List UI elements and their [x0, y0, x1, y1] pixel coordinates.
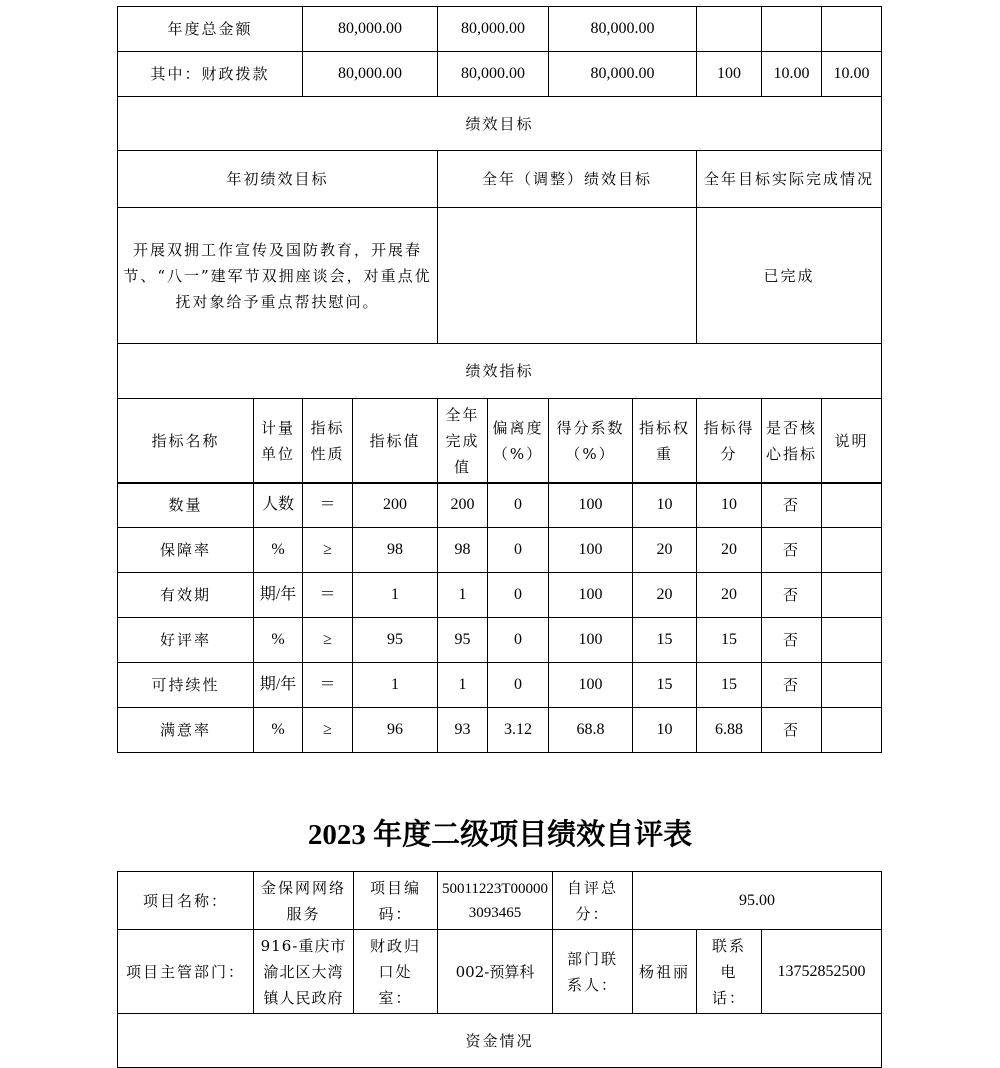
- dept-label: 项目主管部门：: [117, 929, 254, 1014]
- indicator-cell-score: 15: [696, 662, 762, 708]
- indicator-header-name: 指标名称: [117, 398, 254, 484]
- indicator-cell-name: 满意率: [117, 707, 254, 753]
- funding-fiscal-v2: 80,000.00: [437, 51, 549, 97]
- indicator-cell-weight: 10: [632, 707, 697, 753]
- project-name: 金保网网络服务: [253, 871, 354, 930]
- indicator-cell-name: 有效期: [117, 572, 254, 618]
- project-name-label: 项目名称：: [117, 871, 254, 930]
- indicator-header-core: 是否核心指标: [761, 398, 822, 484]
- goals-initial-text: 开展双拥工作宣传及国防教育，开展春节、“八一”建军节双拥座谈会，对重点优抚对象给予重点帮扶慰问。: [117, 207, 438, 344]
- indicator-cell-deviation: 0: [487, 617, 549, 663]
- indicator-cell-weight: 20: [632, 527, 697, 573]
- indicator-cell-note: [821, 527, 882, 573]
- indicator-cell-coef: 100: [548, 617, 633, 663]
- indicator-cell-score: 20: [696, 572, 762, 618]
- finance-label: 财政归口处室：: [353, 929, 438, 1014]
- phone-value: 13752852500: [761, 929, 882, 1014]
- indicator-cell-note: [821, 662, 882, 708]
- goals-actual-text: 已完成: [696, 207, 882, 344]
- indicator-cell-core: 否: [761, 482, 822, 528]
- form-title: 2023 年度二级项目绩效自评表: [307, 819, 693, 851]
- indicator-cell-coef: 100: [548, 572, 633, 618]
- funding-total-v5: [761, 6, 822, 52]
- indicator-header-target: 指标值: [352, 398, 438, 484]
- indicator-cell-core: 否: [761, 617, 822, 663]
- indicator-cell-nature: ≥: [302, 527, 353, 573]
- indicator-cell-note: [821, 482, 882, 528]
- indicator-cell-unit: 人数: [253, 482, 303, 528]
- indicator-cell-coef: 100: [548, 482, 633, 528]
- goals-col-adjusted: 全年（调整）绩效目标: [437, 150, 697, 208]
- funding-fiscal-v3: 80,000.00: [548, 51, 697, 97]
- indicator-cell-unit: 期/年: [253, 662, 303, 708]
- indicator-cell-name: 好评率: [117, 617, 254, 663]
- indicator-cell-target: 1: [352, 572, 438, 618]
- project-code-label: 项目编码：: [353, 871, 438, 930]
- indicator-header-unit: 计量单位: [253, 398, 303, 484]
- indicator-cell-score: 10: [696, 482, 762, 528]
- contact-label: 部门联系人：: [552, 929, 633, 1014]
- indicator-cell-note: [821, 617, 882, 663]
- indicator-cell-nature: ＝: [302, 482, 353, 528]
- indicator-cell-weight: 15: [632, 617, 697, 663]
- funds-section-title: 资金情况: [117, 1013, 882, 1068]
- indicator-cell-nature: ≥: [302, 707, 353, 753]
- indicator-cell-name: 可持续性: [117, 662, 254, 708]
- indicator-header-actual: 全年完成值: [437, 398, 488, 484]
- indicator-cell-weight: 20: [632, 572, 697, 618]
- indicator-cell-unit: %: [253, 617, 303, 663]
- indicator-cell-nature: ＝: [302, 662, 353, 708]
- indicator-cell-core: 否: [761, 662, 822, 708]
- indicator-cell-note: [821, 707, 882, 753]
- funding-fiscal-v4: 100: [696, 51, 762, 97]
- indicator-header-coef: 得分系数（%）: [548, 398, 633, 484]
- funding-label-total: 年度总金额: [117, 6, 303, 52]
- indicator-cell-deviation: 0: [487, 662, 549, 708]
- indicator-cell-actual: 93: [437, 707, 488, 753]
- indicator-cell-actual: 1: [437, 572, 488, 618]
- indicator-cell-unit: 期/年: [253, 572, 303, 618]
- contact-value: 杨祖丽: [632, 929, 697, 1014]
- indicator-cell-deviation: 0: [487, 572, 549, 618]
- indicator-cell-target: 200: [352, 482, 438, 528]
- funding-total-v1: 80,000.00: [302, 6, 438, 52]
- project-code: 50011223T000003093465: [437, 871, 553, 930]
- indicator-cell-target: 98: [352, 527, 438, 573]
- indicator-cell-core: 否: [761, 572, 822, 618]
- indicator-header-nature: 指标性质: [302, 398, 353, 484]
- goals-section-title: 绩效目标: [117, 96, 882, 151]
- indicator-cell-actual: 1: [437, 662, 488, 708]
- indicator-cell-actual: 98: [437, 527, 488, 573]
- indicator-cell-coef: 100: [548, 527, 633, 573]
- indicator-cell-core: 否: [761, 527, 822, 573]
- funding-total-v3: 80,000.00: [548, 6, 697, 52]
- indicator-cell-actual: 200: [437, 482, 488, 528]
- funding-fiscal-v6: 10.00: [821, 51, 882, 97]
- indicator-cell-coef: 68.8: [548, 707, 633, 753]
- phone-label: 联系电话：: [696, 929, 762, 1014]
- indicator-cell-target: 95: [352, 617, 438, 663]
- indicator-cell-weight: 15: [632, 662, 697, 708]
- indicators-section-title: 绩效指标: [117, 343, 882, 399]
- indicator-cell-score: 15: [696, 617, 762, 663]
- indicator-cell-actual: 95: [437, 617, 488, 663]
- funding-total-v6: [821, 6, 882, 52]
- indicator-cell-deviation: 3.12: [487, 707, 549, 753]
- indicator-header-note: 说明: [821, 398, 882, 484]
- indicator-cell-nature: ＝: [302, 572, 353, 618]
- indicator-cell-coef: 100: [548, 662, 633, 708]
- funding-total-v4: [696, 6, 762, 52]
- goals-col-actual: 全年目标实际完成情况: [696, 150, 882, 208]
- indicator-cell-name: 保障率: [117, 527, 254, 573]
- dept-value: 916-重庆市渝北区大湾镇人民政府: [253, 929, 354, 1014]
- indicator-cell-target: 1: [352, 662, 438, 708]
- funding-total-v2: 80,000.00: [437, 6, 549, 52]
- indicator-cell-target: 96: [352, 707, 438, 753]
- indicator-cell-nature: ≥: [302, 617, 353, 663]
- indicator-cell-name: 数量: [117, 482, 254, 528]
- score-value: 95.00: [632, 871, 882, 930]
- indicator-header-deviation: 偏离度（%）: [487, 398, 549, 484]
- indicator-cell-unit: %: [253, 707, 303, 753]
- finance-value: 002-预算科: [437, 929, 553, 1014]
- goals-col-initial: 年初绩效目标: [117, 150, 438, 208]
- indicator-header-weight: 指标权重: [632, 398, 697, 484]
- funding-fiscal-v5: 10.00: [761, 51, 822, 97]
- indicator-cell-deviation: 0: [487, 527, 549, 573]
- indicator-cell-weight: 10: [632, 482, 697, 528]
- funding-fiscal-v1: 80,000.00: [302, 51, 438, 97]
- indicator-cell-score: 20: [696, 527, 762, 573]
- indicator-cell-note: [821, 572, 882, 618]
- indicator-header-score: 指标得分: [696, 398, 762, 484]
- indicator-cell-score: 6.88: [696, 707, 762, 753]
- score-label: 自评总分：: [552, 871, 633, 930]
- indicator-cell-unit: %: [253, 527, 303, 573]
- indicator-cell-core: 否: [761, 707, 822, 753]
- goals-adjusted-text: [437, 207, 697, 344]
- funding-label-fiscal: 其中：财政拨款: [117, 51, 303, 97]
- indicator-cell-deviation: 0: [487, 482, 549, 528]
